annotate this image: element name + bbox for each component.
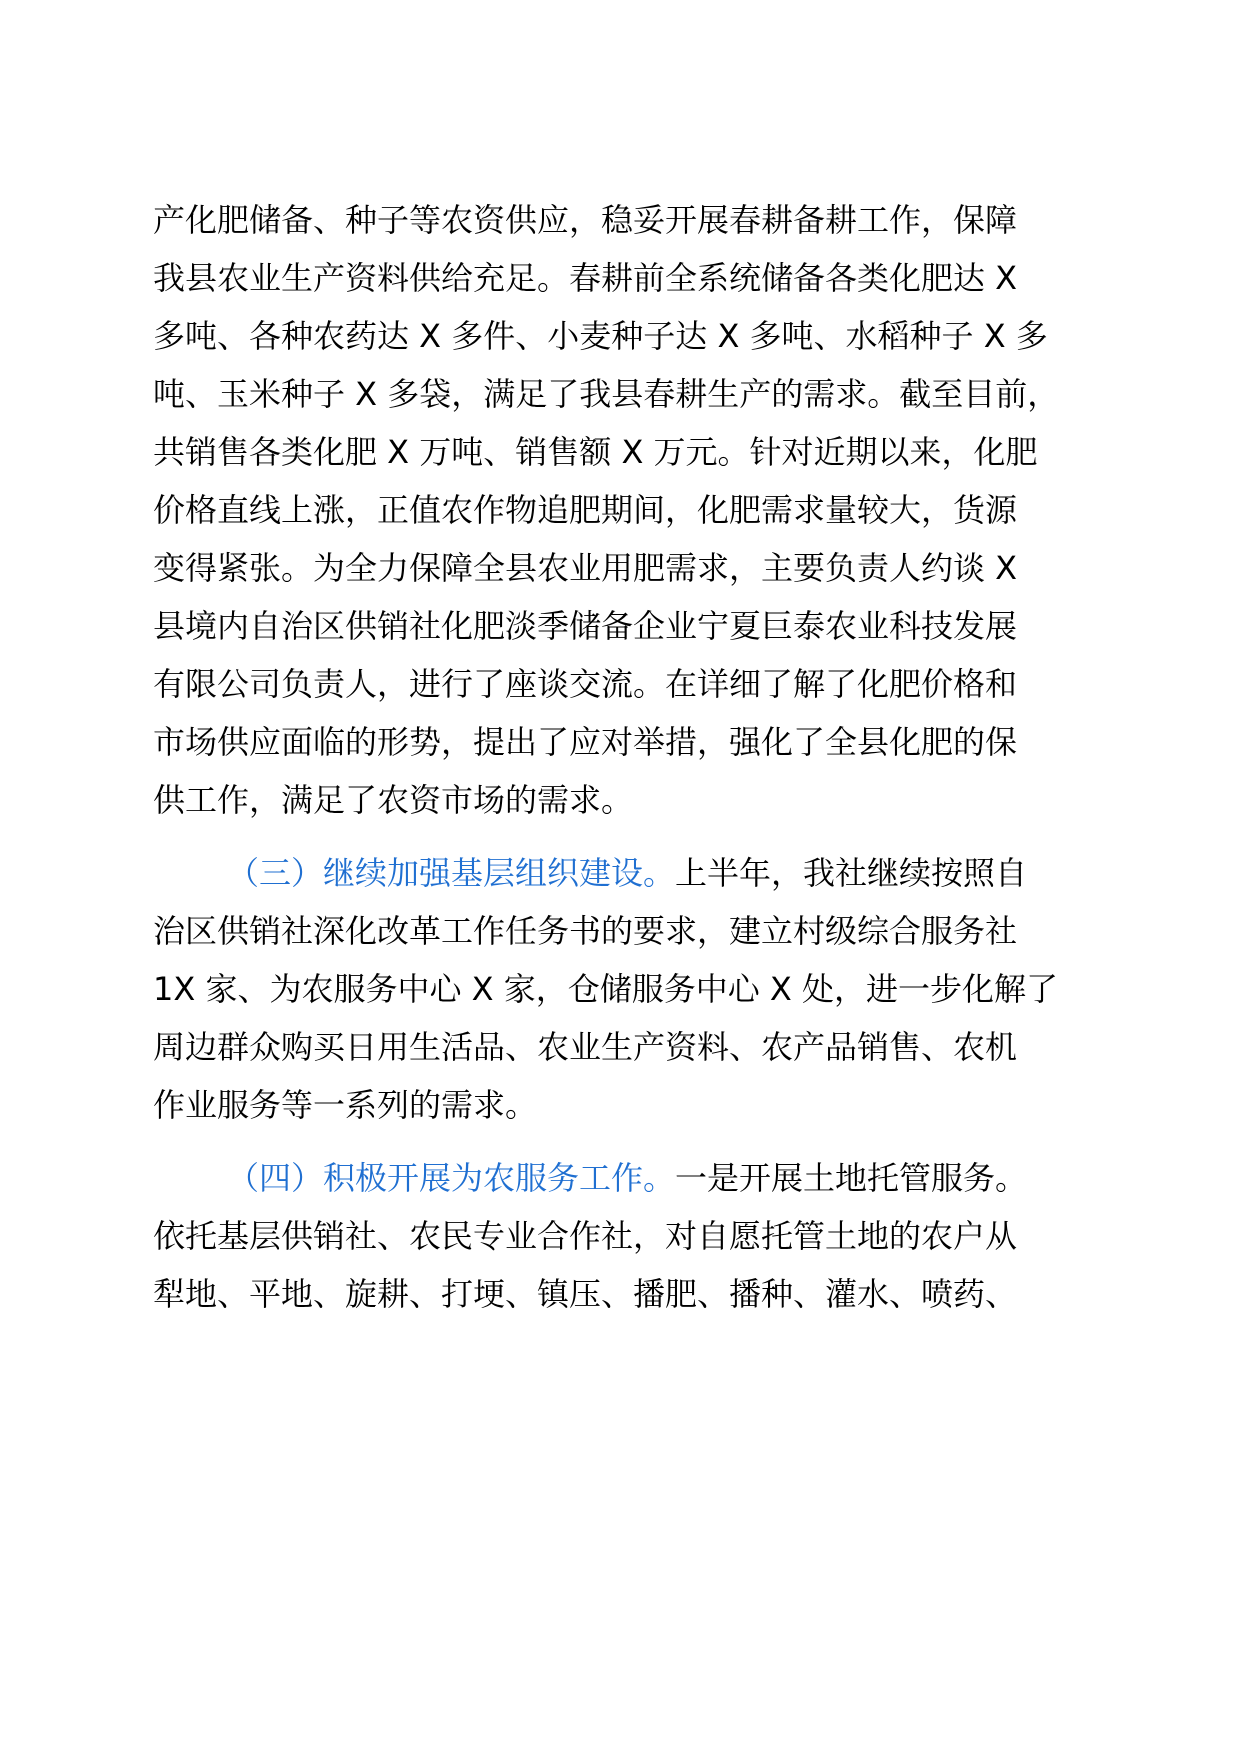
paragraph-2-first-line (227, 853, 1167, 893)
paragraph-2-line-2: 治区供销社深化改革工作任务书的要求，建立村级综合服务社 (153, 912, 1018, 950)
paragraph-2-first-line-text: 上半年，我社继续按照自 (675, 854, 1028, 892)
paragraph-2-line-4: 周边群众购买日用生活品、农业生产资料、农产品销售、农机 (153, 1028, 1018, 1066)
paragraph-1-line-7: 变得紧张。为全力保障全县农业用肥需求，主要负责人约谈 X (153, 549, 1018, 587)
paragraph-2-line-3: 1X 家、为农服务中心 X 家，仓储服务中心 X 处，进一步化解了 (153, 970, 1058, 1008)
paragraph-3-line-3: 犁地、平地、旋耕、打埂、镇压、播肥、播种、灌水、喷药、 (153, 1275, 1018, 1313)
section-heading-3: （三）继续加强基层组织建设。 (227, 854, 676, 892)
paragraph-3-line-2: 依托基层供销社、农民专业合作社，对自愿托管土地的农户从 (153, 1217, 1018, 1255)
paragraph-1-line-1: 产化肥储备、种子等农资供应，稳妥开展春耕备耕工作，保障 (153, 201, 1018, 239)
paragraph-1-line-5: 共销售各类化肥 X 万吨、销售额 X 万元。针对近期以来，化肥 (153, 433, 1038, 471)
paragraph-1-line-2: 我县农业生产资料供给充足。春耕前全系统储备各类化肥达 X (153, 259, 1018, 297)
section-heading-4: （四）积极开展为农服务工作。 (227, 1159, 676, 1197)
paragraph-1-line-10: 市场供应面临的形势，提出了应对举措，强化了全县化肥的保 (153, 723, 1018, 761)
paragraph-1-line-9: 有限公司负责人，进行了座谈交流。在详细了解了化肥价格和 (153, 665, 1018, 703)
paragraph-1-line-11: 供工作，满足了农资市场的需求。 (153, 781, 634, 819)
paragraph-3-first-line (227, 1158, 1167, 1198)
paragraph-1-line-3: 多吨、各种农药达 X 多件、小麦种子达 X 多吨、水稻种子 X 多 (153, 317, 1048, 355)
paragraph-2-line-5: 作业服务等一系列的需求。 (153, 1086, 538, 1124)
paragraph-1-line-4: 吨、玉米种子 X 多袋，满足了我县春耕生产的需求。截至目前， (153, 375, 1060, 413)
paragraph-3-first-line-text: 一是开展土地托管服务。 (675, 1159, 1028, 1197)
paragraph-1-line-6: 价格直线上涨，正值农作物追肥期间，化肥需求量较大，货源 (153, 491, 1018, 529)
paragraph-1-line-8: 县境内自治区供销社化肥淡季储备企业宁夏巨泰农业科技发展 (153, 607, 1018, 645)
